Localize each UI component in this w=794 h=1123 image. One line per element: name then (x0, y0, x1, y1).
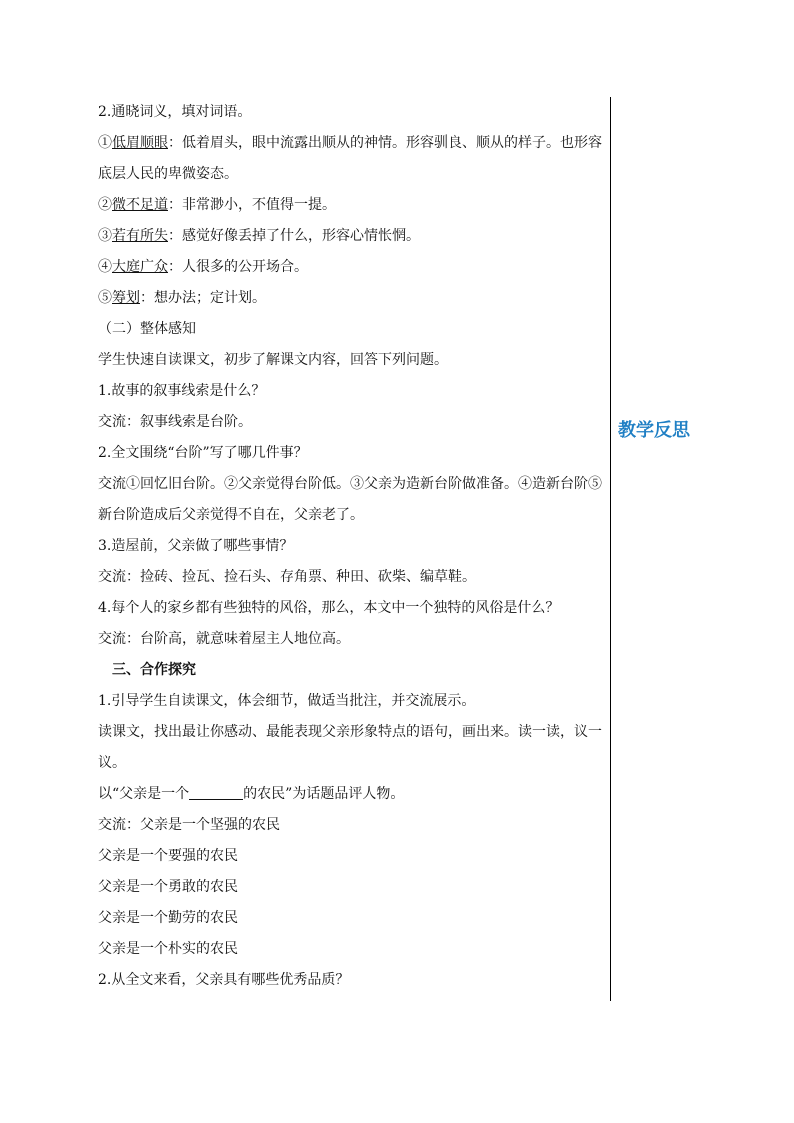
lesson-content (98, 97, 606, 996)
vocab-term: 低眉顺眼 (112, 135, 168, 151)
vocab-term: 筹划 (112, 290, 140, 306)
vocab-definition: ：人很多的公开场合。 (168, 259, 308, 275)
answer: 交流①回忆旧台阶。②父亲觉得台阶低。③父亲为造新台阶做准备。④造新台阶⑤ (98, 476, 602, 492)
text-line (98, 221, 606, 252)
answer: 交流：父亲是一个坚强的农民 (98, 817, 280, 833)
text-line: 议。 (98, 755, 126, 771)
text-line (98, 190, 606, 221)
reflection-title: 教学反思 (618, 420, 690, 441)
vocab-definition: ：非常渺小，不值得一提。 (168, 197, 336, 213)
text-line (98, 779, 606, 810)
column-divider (610, 97, 611, 1001)
fill-blank (189, 785, 243, 800)
vocab-term: 微不足道 (112, 197, 168, 213)
text-line (98, 283, 606, 314)
answer: 父亲是一个勤劳的农民 (98, 910, 238, 926)
text-line (98, 128, 606, 159)
bullet: ④ (98, 259, 112, 275)
question: 2.从全文来看，父亲具有哪些优秀品质？ (98, 972, 350, 988)
question: 4.每个人的家乡都有些独特的风俗，那么，本文中一个独特的风俗是什么？ (98, 600, 560, 616)
question: 2.全文围绕“台阶”写了哪几件事？ (98, 445, 308, 461)
section-heading: 三、合作探究 (112, 662, 196, 678)
vocab-definition: ：感觉好像丢掉了什么，形容心情怅惘。 (168, 228, 420, 244)
text-line: 底层人民的卑微姿态。 (98, 166, 238, 182)
question: 1.引导学生自读课文，体会细节，做适当批注，并交流展示。 (98, 693, 476, 709)
vocab-term: 大庭广众 (112, 259, 168, 275)
vocab-definition: ：低着眉头，眼中流露出顺从的神情。形容驯良、顺从的样子。也形容 (168, 135, 602, 151)
vocab-term: 若有所失 (112, 228, 168, 244)
bullet: ② (98, 197, 112, 213)
question: 1.故事的叙事线索是什么？ (98, 383, 266, 399)
text-line: 学生快速自读课文，初步了解课文内容，回答下列问题。 (98, 352, 448, 368)
answer: 父亲是一个勇敢的农民 (98, 879, 238, 895)
answer: 父亲是一个要强的农民 (98, 848, 238, 864)
text-line: 2.通晓词义，填对词语。 (98, 104, 252, 120)
answer: 交流：捡砖、捡瓦、捡石头、存角票、种田、砍柴、编草鞋。 (98, 569, 476, 585)
text-line: 读课文，找出最让你感动、最能表现父亲形象特点的语句，画出来。读一读，议一 (98, 724, 602, 740)
answer: 交流：叙事线索是台阶。 (98, 414, 252, 430)
bullet: ③ (98, 228, 112, 244)
answer: 交流：台阶高，就意味着屋主人地位高。 (98, 631, 350, 647)
answer: 父亲是一个朴实的农民 (98, 941, 238, 957)
prompt-text: 的农民”为话题品评人物。 (243, 786, 405, 802)
question: 3.造屋前，父亲做了哪些事情？ (98, 538, 294, 554)
vocab-definition: ：想办法；定计划。 (140, 290, 266, 306)
bullet: ① (98, 135, 112, 151)
text-line (98, 252, 606, 283)
answer: 新台阶造成后父亲觉得不自在，父亲老了。 (98, 507, 364, 523)
section-heading: （二）整体感知 (98, 321, 196, 337)
prompt-text: 以“父亲是一个 (98, 786, 190, 802)
bullet: ⑤ (98, 290, 112, 306)
